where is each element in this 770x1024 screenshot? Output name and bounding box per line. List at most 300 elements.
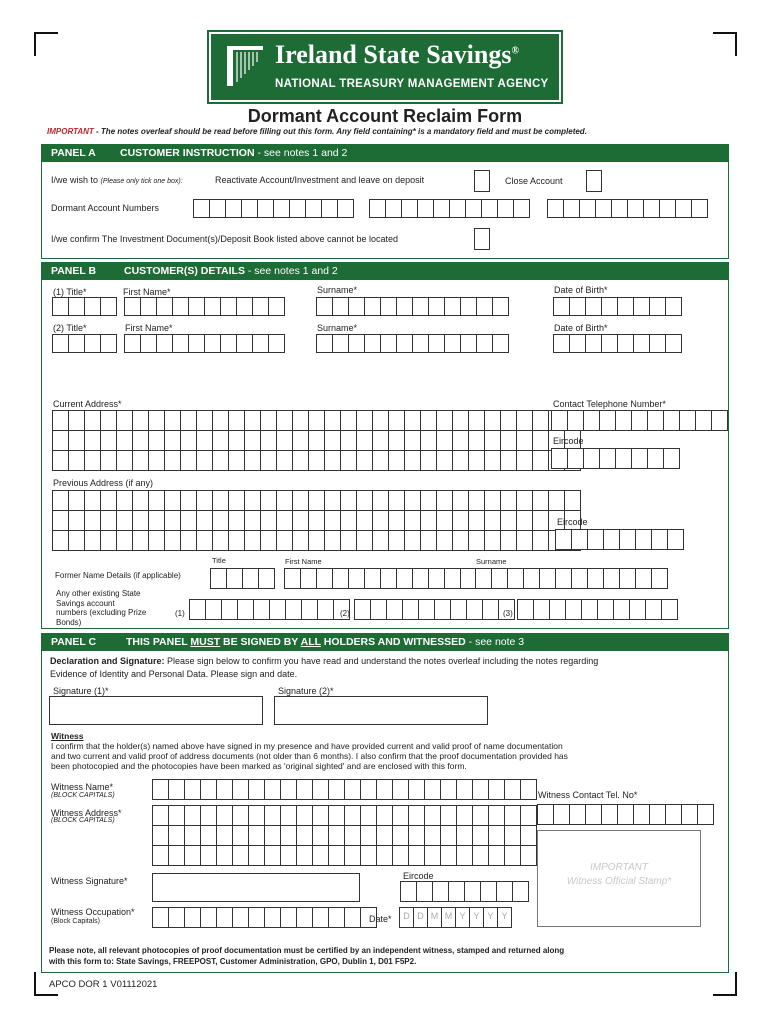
previous-address-line-3[interactable] [52, 530, 580, 551]
entry-cell[interactable] [308, 530, 325, 551]
entry-cell[interactable] [500, 430, 517, 451]
entry-cell[interactable] [388, 530, 405, 551]
entry-cell[interactable] [242, 568, 259, 589]
entry-cell[interactable] [296, 779, 313, 800]
entry-cell[interactable] [188, 334, 205, 353]
entry-cell[interactable] [388, 490, 405, 511]
entry-cell[interactable] [180, 530, 197, 551]
entry-cell[interactable] [436, 530, 453, 551]
entry-cell[interactable] [537, 804, 554, 825]
entry-cell[interactable] [492, 297, 509, 316]
entry-cell[interactable] [649, 804, 666, 825]
entry-cell[interactable] [52, 297, 69, 316]
entry-cell[interactable] [611, 199, 628, 218]
entry-cell[interactable] [633, 804, 650, 825]
entry-cell[interactable] [433, 199, 450, 218]
entry-cell[interactable] [565, 599, 582, 620]
entry-cell[interactable] [617, 334, 634, 353]
entry-cell[interactable] [52, 410, 69, 431]
entry-cell[interactable] [168, 845, 185, 866]
entry-cell[interactable] [585, 804, 602, 825]
entry-cell[interactable] [408, 779, 425, 800]
entry-cell[interactable] [164, 450, 181, 471]
entry-cell[interactable] [200, 907, 217, 928]
entry-cell[interactable] [465, 199, 482, 218]
entry-cell[interactable] [601, 804, 618, 825]
entry-cell[interactable] [321, 199, 338, 218]
entry-cell[interactable] [569, 297, 586, 316]
entry-cell[interactable] [124, 297, 141, 316]
entry-cell[interactable] [647, 410, 664, 431]
entry-cell[interactable] [532, 530, 549, 551]
entry-cell[interactable] [356, 410, 373, 431]
entry-cell[interactable] [587, 568, 604, 589]
entry-cell[interactable] [210, 568, 227, 589]
entry-cell[interactable] [244, 490, 261, 511]
entry-cell[interactable] [533, 599, 550, 620]
entry-cell[interactable] [312, 845, 329, 866]
entry-cell[interactable] [567, 410, 584, 431]
entry-cell[interactable] [340, 530, 357, 551]
witness-address-line-1[interactable] [152, 805, 536, 826]
entry-cell[interactable] [324, 490, 341, 511]
entry-cell[interactable] [212, 430, 229, 451]
entry-cell[interactable] [100, 510, 117, 531]
entry-cell[interactable] [164, 410, 181, 431]
entry-cell[interactable] [516, 430, 533, 451]
entry-cell[interactable] [216, 845, 233, 866]
entry-cell[interactable] [615, 410, 632, 431]
entry-cell[interactable] [663, 410, 680, 431]
entry-cell[interactable] [440, 805, 457, 826]
entry-cell[interactable] [412, 334, 429, 353]
entry-cell[interactable] [436, 430, 453, 451]
entry-cell[interactable] [337, 199, 354, 218]
entry-cell[interactable] [189, 599, 206, 620]
entry-cell[interactable] [440, 845, 457, 866]
entry-cell[interactable] [100, 430, 117, 451]
date-cell[interactable]: Y [497, 907, 512, 928]
entry-cell[interactable] [216, 907, 233, 928]
entry-cell[interactable] [681, 804, 698, 825]
entry-cell[interactable] [420, 430, 437, 451]
entry-cell[interactable] [452, 430, 469, 451]
entry-cell[interactable] [532, 430, 549, 451]
entry-cell[interactable] [132, 530, 149, 551]
entry-cell[interactable] [380, 297, 397, 316]
signature2-field[interactable] [274, 696, 488, 725]
entry-cell[interactable] [180, 410, 197, 431]
entry-cell[interactable] [516, 490, 533, 511]
entry-cell[interactable] [200, 825, 217, 846]
entry-cell[interactable] [308, 430, 325, 451]
entry-cell[interactable] [484, 510, 501, 531]
entry-cell[interactable] [116, 510, 133, 531]
entry-cell[interactable] [264, 805, 281, 826]
entry-cell[interactable] [408, 845, 425, 866]
entry-cell[interactable] [132, 510, 149, 531]
entry-cell[interactable] [420, 410, 437, 431]
entry-cell[interactable] [216, 779, 233, 800]
entry-cell[interactable] [472, 825, 489, 846]
entry-cell[interactable] [156, 297, 173, 316]
entry-cell[interactable] [472, 845, 489, 866]
entry-cell[interactable] [392, 845, 409, 866]
entry-cell[interactable] [226, 568, 243, 589]
entry-cell[interactable] [244, 450, 261, 471]
entry-cell[interactable] [496, 881, 513, 902]
entry-cell[interactable] [100, 297, 117, 316]
entry-cell[interactable] [292, 430, 309, 451]
entry-cell[interactable] [196, 490, 213, 511]
entry-cell[interactable] [172, 297, 189, 316]
entry-cell[interactable] [292, 490, 309, 511]
entry-cell[interactable] [659, 199, 676, 218]
entry-cell[interactable] [424, 805, 441, 826]
entry-cell[interactable] [631, 410, 648, 431]
entry-cell[interactable] [404, 490, 421, 511]
entry-cell[interactable] [376, 845, 393, 866]
entry-cell[interactable] [547, 199, 564, 218]
entry-cell[interactable] [148, 450, 165, 471]
entry-cell[interactable] [289, 199, 306, 218]
entry-cell[interactable] [488, 825, 505, 846]
entry-cell[interactable] [348, 297, 365, 316]
entry-cell[interactable] [440, 779, 457, 800]
entry-cell[interactable] [292, 450, 309, 471]
entry-cell[interactable] [284, 568, 301, 589]
entry-cell[interactable] [300, 568, 317, 589]
entry-cell[interactable] [312, 779, 329, 800]
entry-cell[interactable] [651, 529, 668, 550]
entry-cell[interactable] [520, 845, 537, 866]
entry-cell[interactable] [328, 779, 345, 800]
entry-cell[interactable] [364, 297, 381, 316]
entry-cell[interactable] [500, 410, 517, 431]
entry-cell[interactable] [232, 805, 249, 826]
entry-cell[interactable] [549, 599, 566, 620]
entry-cell[interactable] [697, 804, 714, 825]
entry-cell[interactable] [244, 430, 261, 451]
entry-cell[interactable] [482, 599, 499, 620]
entry-cell[interactable] [360, 825, 377, 846]
entry-cell[interactable] [468, 510, 485, 531]
entry-cell[interactable] [200, 779, 217, 800]
entry-cell[interactable] [132, 450, 149, 471]
entry-cell[interactable] [348, 568, 365, 589]
entry-cell[interactable] [228, 510, 245, 531]
entry-cell[interactable] [480, 881, 497, 902]
entry-cell[interactable] [619, 568, 636, 589]
entry-cell[interactable] [633, 334, 650, 353]
entry-cell[interactable] [258, 568, 275, 589]
entry-cell[interactable] [152, 845, 169, 866]
entry-cell[interactable] [276, 410, 293, 431]
entry-cell[interactable] [212, 530, 229, 551]
entry-cell[interactable] [484, 450, 501, 471]
entry-cell[interactable] [348, 334, 365, 353]
close-account-checkbox[interactable] [586, 170, 602, 192]
date-cell[interactable]: M [441, 907, 456, 928]
entry-cell[interactable] [168, 779, 185, 800]
first-name1-field[interactable] [124, 297, 284, 316]
entry-cell[interactable] [532, 490, 549, 511]
entry-cell[interactable] [517, 599, 534, 620]
entry-cell[interactable] [340, 430, 357, 451]
entry-cell[interactable] [444, 568, 461, 589]
former-title-field[interactable] [210, 568, 274, 589]
entry-cell[interactable] [392, 805, 409, 826]
first-name2-field[interactable] [124, 334, 284, 353]
entry-cell[interactable] [364, 568, 381, 589]
signature1-field[interactable] [49, 696, 263, 725]
entry-cell[interactable] [555, 529, 572, 550]
entry-cell[interactable] [599, 448, 616, 469]
entry-cell[interactable] [476, 334, 493, 353]
entry-cell[interactable] [532, 410, 549, 431]
entry-cell[interactable] [424, 825, 441, 846]
entry-cell[interactable] [52, 430, 69, 451]
entry-cell[interactable] [667, 529, 684, 550]
entry-cell[interactable] [603, 529, 620, 550]
entry-cell[interactable] [551, 448, 568, 469]
entry-cell[interactable] [296, 825, 313, 846]
entry-cell[interactable] [424, 845, 441, 866]
entry-cell[interactable] [563, 199, 580, 218]
entry-cell[interactable] [404, 510, 421, 531]
entry-cell[interactable] [571, 529, 588, 550]
entry-cell[interactable] [276, 450, 293, 471]
entry-cell[interactable] [292, 530, 309, 551]
entry-cell[interactable] [456, 845, 473, 866]
entry-cell[interactable] [216, 805, 233, 826]
entry-cell[interactable] [180, 450, 197, 471]
entry-cell[interactable] [276, 530, 293, 551]
entry-cell[interactable] [324, 530, 341, 551]
date-cell[interactable]: Y [469, 907, 484, 928]
entry-cell[interactable] [257, 199, 274, 218]
former-surname-field[interactable] [475, 568, 667, 589]
entry-cell[interactable] [328, 907, 345, 928]
reactivate-checkbox[interactable] [474, 170, 490, 192]
entry-cell[interactable] [252, 334, 269, 353]
entry-cell[interactable] [344, 805, 361, 826]
entry-cell[interactable] [232, 825, 249, 846]
entry-cell[interactable] [196, 450, 213, 471]
entry-cell[interactable] [164, 530, 181, 551]
entry-cell[interactable] [228, 430, 245, 451]
entry-cell[interactable] [228, 490, 245, 511]
entry-cell[interactable] [420, 450, 437, 471]
entry-cell[interactable] [212, 510, 229, 531]
entry-cell[interactable] [420, 490, 437, 511]
entry-cell[interactable] [663, 448, 680, 469]
entry-cell[interactable] [444, 297, 461, 316]
entry-cell[interactable] [386, 599, 403, 620]
entry-cell[interactable] [468, 430, 485, 451]
entry-cell[interactable] [601, 297, 618, 316]
entry-cell[interactable] [571, 568, 588, 589]
entry-cell[interactable] [68, 297, 85, 316]
entry-cell[interactable] [324, 510, 341, 531]
entry-cell[interactable] [520, 825, 537, 846]
witness-name-field[interactable] [152, 779, 536, 800]
entry-cell[interactable] [695, 410, 712, 431]
entry-cell[interactable] [369, 199, 386, 218]
entry-cell[interactable] [84, 297, 101, 316]
entry-cell[interactable] [264, 907, 281, 928]
entry-cell[interactable] [513, 199, 530, 218]
entry-cell[interactable] [148, 510, 165, 531]
entry-cell[interactable] [100, 530, 117, 551]
entry-cell[interactable] [301, 599, 318, 620]
current-address-line-3[interactable] [52, 450, 580, 471]
entry-cell[interactable] [100, 490, 117, 511]
entry-cell[interactable] [507, 568, 524, 589]
entry-cell[interactable] [68, 410, 85, 431]
entry-cell[interactable] [448, 881, 465, 902]
entry-cell[interactable] [264, 825, 281, 846]
entry-cell[interactable] [52, 490, 69, 511]
entry-cell[interactable] [276, 430, 293, 451]
entry-cell[interactable] [205, 599, 222, 620]
entry-cell[interactable] [184, 805, 201, 826]
entry-cell[interactable] [372, 530, 389, 551]
entry-cell[interactable] [412, 297, 429, 316]
entry-cell[interactable] [440, 825, 457, 846]
entry-cell[interactable] [196, 430, 213, 451]
entry-cell[interactable] [324, 450, 341, 471]
entry-cell[interactable] [380, 334, 397, 353]
other-account-2-field[interactable] [354, 599, 514, 620]
entry-cell[interactable] [553, 297, 570, 316]
entry-cell[interactable] [100, 334, 117, 353]
entry-cell[interactable] [132, 430, 149, 451]
entry-cell[interactable] [356, 450, 373, 471]
entry-cell[interactable] [168, 805, 185, 826]
entry-cell[interactable] [532, 450, 549, 471]
entry-cell[interactable] [466, 599, 483, 620]
entry-cell[interactable] [52, 530, 69, 551]
witness-occupation-field[interactable] [152, 907, 376, 928]
entry-cell[interactable] [196, 510, 213, 531]
entry-cell[interactable] [332, 568, 349, 589]
entry-cell[interactable] [305, 199, 322, 218]
entry-cell[interactable] [84, 334, 101, 353]
entry-cell[interactable] [488, 779, 505, 800]
entry-cell[interactable] [476, 297, 493, 316]
entry-cell[interactable] [312, 825, 329, 846]
entry-cell[interactable] [52, 450, 69, 471]
entry-cell[interactable] [613, 599, 630, 620]
entry-cell[interactable] [370, 599, 387, 620]
entry-cell[interactable] [268, 334, 285, 353]
entry-cell[interactable] [436, 450, 453, 471]
entry-cell[interactable] [645, 599, 662, 620]
entry-cell[interactable] [392, 825, 409, 846]
entry-cell[interactable] [376, 825, 393, 846]
entry-cell[interactable] [548, 490, 565, 511]
entry-cell[interactable] [404, 430, 421, 451]
entry-cell[interactable] [665, 804, 682, 825]
title2-field[interactable] [52, 334, 116, 353]
entry-cell[interactable] [132, 410, 149, 431]
entry-cell[interactable] [193, 199, 210, 218]
entry-cell[interactable] [452, 510, 469, 531]
entry-cell[interactable] [372, 430, 389, 451]
date-cell[interactable]: D [413, 907, 428, 928]
entry-cell[interactable] [711, 410, 728, 431]
entry-cell[interactable] [212, 490, 229, 511]
entry-cell[interactable] [587, 529, 604, 550]
entry-cell[interactable] [649, 334, 666, 353]
entry-cell[interactable] [84, 430, 101, 451]
entry-cell[interactable] [464, 881, 481, 902]
dormant-account-number-3[interactable] [547, 199, 707, 218]
entry-cell[interactable] [273, 199, 290, 218]
entry-cell[interactable] [450, 599, 467, 620]
entry-cell[interactable] [567, 448, 584, 469]
entry-cell[interactable] [264, 779, 281, 800]
entry-cell[interactable] [401, 199, 418, 218]
entry-cell[interactable] [228, 450, 245, 471]
entry-cell[interactable] [116, 410, 133, 431]
entry-cell[interactable] [428, 297, 445, 316]
entry-cell[interactable] [444, 334, 461, 353]
entry-cell[interactable] [665, 297, 682, 316]
entry-cell[interactable] [424, 779, 441, 800]
entry-cell[interactable] [396, 334, 413, 353]
entry-cell[interactable] [404, 530, 421, 551]
entry-cell[interactable] [597, 599, 614, 620]
entry-cell[interactable] [344, 907, 361, 928]
entry-cell[interactable] [140, 334, 157, 353]
entry-cell[interactable] [404, 410, 421, 431]
entry-cell[interactable] [404, 450, 421, 471]
entry-cell[interactable] [665, 334, 682, 353]
entry-cell[interactable] [148, 530, 165, 551]
entry-cell[interactable] [84, 450, 101, 471]
entry-cell[interactable] [452, 410, 469, 431]
entry-cell[interactable] [68, 510, 85, 531]
entry-cell[interactable] [196, 530, 213, 551]
dormant-account-number-2[interactable] [369, 199, 529, 218]
entry-cell[interactable] [180, 510, 197, 531]
entry-cell[interactable] [248, 779, 265, 800]
entry-cell[interactable] [452, 530, 469, 551]
entry-cell[interactable] [500, 510, 517, 531]
entry-cell[interactable] [296, 907, 313, 928]
entry-cell[interactable] [280, 907, 297, 928]
entry-cell[interactable] [456, 805, 473, 826]
entry-cell[interactable] [68, 490, 85, 511]
entry-cell[interactable] [164, 510, 181, 531]
entry-cell[interactable] [460, 297, 477, 316]
confirm-checkbox[interactable] [474, 228, 490, 250]
entry-cell[interactable] [356, 530, 373, 551]
entry-cell[interactable] [569, 334, 586, 353]
entry-cell[interactable] [585, 297, 602, 316]
entry-cell[interactable] [661, 599, 678, 620]
current-address-line-2[interactable] [52, 430, 580, 451]
entry-cell[interactable] [344, 845, 361, 866]
entry-cell[interactable] [468, 490, 485, 511]
entry-cell[interactable] [491, 568, 508, 589]
entry-cell[interactable] [264, 845, 281, 866]
entry-cell[interactable] [569, 804, 586, 825]
entry-cell[interactable] [221, 599, 238, 620]
entry-cell[interactable] [340, 450, 357, 471]
